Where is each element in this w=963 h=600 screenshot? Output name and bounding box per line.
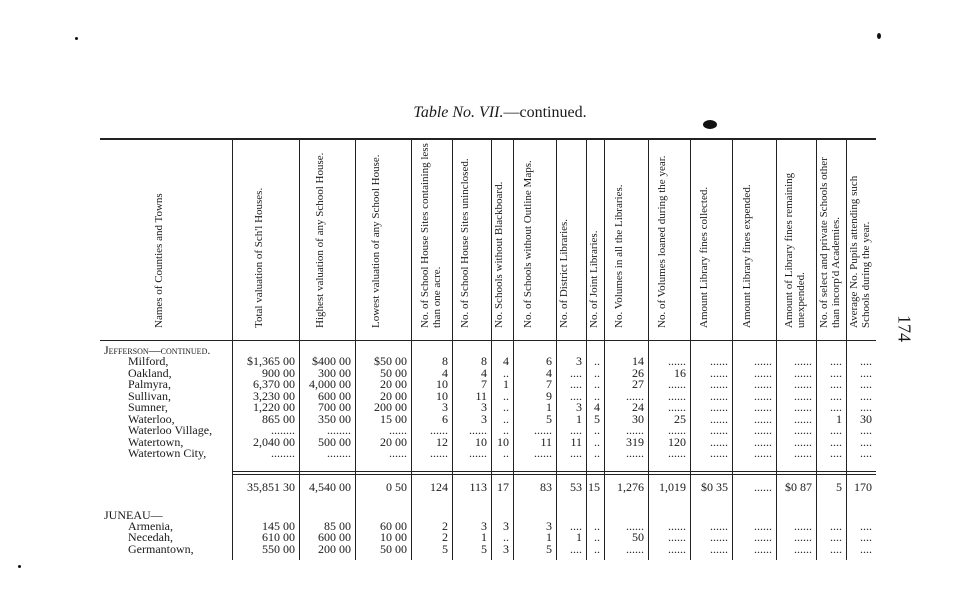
table-row-cell: 20 00 xyxy=(380,434,407,449)
column-header: No. of Schools without Outline Maps. xyxy=(521,160,534,328)
table-row-cell: ...... xyxy=(710,541,728,556)
table-row-cell: ...... xyxy=(430,446,448,460)
table-row-cell: .. xyxy=(594,377,600,391)
table-row-cell: .. xyxy=(594,434,600,449)
table-row-cell: .... xyxy=(830,541,842,556)
table-row-cell: ...... xyxy=(710,354,728,368)
column-header: No. Volumes in all the Libraries. xyxy=(613,184,625,328)
table-row-cell: 4 xyxy=(546,365,552,380)
town-name: Necedah, xyxy=(128,530,173,544)
table-row-cell: .. xyxy=(503,411,509,426)
table-row-cell: 14 xyxy=(632,354,644,368)
table-row-cell: 50 xyxy=(632,530,644,544)
table-row-cell: 11 xyxy=(540,434,552,449)
column-rule xyxy=(491,138,492,560)
table-row-cell: 4 xyxy=(481,365,487,380)
table-row-cell: 7 xyxy=(481,377,487,391)
table-row-cell: 10 xyxy=(436,377,448,391)
table-row-cell: 10 00 xyxy=(380,530,407,544)
table-row-cell: .. xyxy=(503,530,509,544)
table-row-cell: .. xyxy=(503,400,509,414)
town-name: Armenia, xyxy=(128,518,173,533)
table-row-cell: 1 xyxy=(576,530,582,544)
town-name: Watertown, xyxy=(128,434,184,449)
table-row-cell: 120 xyxy=(668,434,686,449)
table-row-cell: 50 00 xyxy=(380,541,407,556)
table-row-cell: 1 xyxy=(503,377,509,391)
town-name: Waterloo Village, xyxy=(128,423,213,437)
column-rule xyxy=(604,138,605,560)
table-row-cell: .... xyxy=(860,446,872,460)
table-row-cell: .... xyxy=(830,530,842,544)
table-row-cell: 3 xyxy=(546,518,552,533)
table-row-cell: 200 00 xyxy=(318,541,351,556)
table-row-cell: 3 xyxy=(442,400,448,414)
table-row-cell: 12 xyxy=(436,434,448,449)
table-row-cell: 1 xyxy=(836,411,842,426)
table-row-cell: 20 00 xyxy=(380,377,407,391)
column-header: No. Schools without Blackboard. xyxy=(493,181,505,328)
table-row-cell: 4 xyxy=(503,354,509,368)
table-row-cell: 3 xyxy=(576,354,582,368)
table-row-cell: 15 00 xyxy=(380,411,407,426)
table-row-cell: .... xyxy=(860,423,872,437)
table-row-cell: .... xyxy=(860,530,872,544)
table-row-cell: 4 xyxy=(594,400,600,414)
table-row-cell: 5 xyxy=(546,541,552,556)
table-row-cell: ...... xyxy=(754,354,772,368)
column-rule xyxy=(648,138,649,560)
column-header: No. of select and private Schools other than incorp'd Academies. xyxy=(818,157,842,328)
table-row-cell: 30 xyxy=(860,411,872,426)
page-number: 174 xyxy=(894,315,915,342)
table-row-cell: .. xyxy=(594,518,600,533)
column-rule xyxy=(299,138,300,560)
table-row-cell: 7 xyxy=(546,377,552,391)
table-row-cell: ...... xyxy=(794,423,812,437)
column-rule xyxy=(452,138,453,560)
town-name: Sullivan, xyxy=(128,388,172,403)
table-row-cell: 60 00 xyxy=(380,518,407,533)
total-row-cell: 1,276 xyxy=(617,479,644,494)
table-row-cell: ...... xyxy=(754,411,772,426)
table-title-prefix: Table No. VII. xyxy=(413,104,504,121)
table-row-cell: ...... xyxy=(754,446,772,460)
table-rule xyxy=(100,340,876,341)
table-row-cell: 4 xyxy=(442,365,448,380)
table-row-cell: 3 xyxy=(503,518,509,533)
table-row-cell: ...... xyxy=(794,365,812,380)
table-row-cell: .... xyxy=(570,541,582,556)
table-row-cell: ...... xyxy=(794,388,812,403)
column-header: Amount Library fines expended. xyxy=(741,184,753,328)
table-row-cell: 3 xyxy=(481,518,487,533)
table-row-cell: 11 xyxy=(570,434,582,449)
town-name: Watertown City, xyxy=(128,446,207,460)
table-row-cell: 1 xyxy=(546,400,552,414)
table-row-cell: 3 xyxy=(481,400,487,414)
table-row-cell: .. xyxy=(503,446,509,460)
table-row-cell: .... xyxy=(860,518,872,533)
column-header: Total valuation of Sch'l Houses. xyxy=(252,187,265,328)
table-row-cell: ...... xyxy=(794,434,812,449)
table-row-cell: ...... xyxy=(469,423,487,437)
total-row-cell: 124 xyxy=(430,479,448,494)
table-row-cell: ...... xyxy=(626,446,644,460)
table-row-cell: 8 xyxy=(442,354,448,368)
town-name: Waterloo, xyxy=(128,411,175,426)
total-row-cell: 4,540 00 xyxy=(309,479,351,494)
column-header: No. of District Libraries. xyxy=(558,218,570,328)
table-row-cell: 550 00 xyxy=(262,541,295,556)
total-row-cell: 5 xyxy=(836,479,842,494)
column-rule xyxy=(816,138,817,560)
column-header: Amount Library fines collected. xyxy=(698,186,710,328)
table-row-cell: .... xyxy=(860,388,872,403)
table-row-cell: ...... xyxy=(668,541,686,556)
table-row-cell: ........ xyxy=(271,423,295,437)
table-row-cell: .... xyxy=(570,365,582,380)
town-name: Oakland, xyxy=(128,365,172,380)
table-row-cell: ...... xyxy=(668,388,686,403)
table-row-cell: ...... xyxy=(710,530,728,544)
table-row-cell: 10 xyxy=(436,388,448,403)
table-row-cell: ...... xyxy=(794,541,812,556)
table-rule xyxy=(232,471,876,472)
column-rule xyxy=(513,138,514,560)
table-row-cell: .... xyxy=(830,518,842,533)
table-row-cell: ...... xyxy=(754,541,772,556)
county-label: Jefferson—continued. xyxy=(104,343,211,357)
table-row-cell: .... xyxy=(570,388,582,403)
table-row-cell: 3,230 00 xyxy=(253,388,295,403)
table-row-cell: 600 00 xyxy=(318,530,351,544)
table-row-cell: 3 xyxy=(503,541,509,556)
table-row-cell: ...... xyxy=(794,530,812,544)
table-row-cell: .... xyxy=(860,541,872,556)
table-row-cell: 200 00 xyxy=(374,400,407,414)
table-row-cell: .... xyxy=(570,518,582,533)
column-rule xyxy=(732,138,733,560)
table-row-cell: 145 00 xyxy=(262,518,295,533)
total-row-cell: 0 50 xyxy=(386,479,407,494)
table-row-cell: 16 xyxy=(674,365,686,380)
table-row-cell: .... xyxy=(860,365,872,380)
table-title xyxy=(300,104,700,122)
table-row-cell: ...... xyxy=(754,400,772,414)
table-row-cell: ...... xyxy=(754,434,772,449)
total-row-cell: $0 35 xyxy=(701,479,728,494)
column-header: No. of School House Sites containing less than one acre. xyxy=(418,143,443,328)
table-row-cell: .. xyxy=(594,446,600,460)
table-row-cell: 1 xyxy=(481,530,487,544)
table-row-cell: 26 xyxy=(632,365,644,380)
table-row-cell: ...... xyxy=(626,423,644,437)
table-row-cell: 3 xyxy=(576,400,582,414)
column-header: Amount of Library fines remaining unexpended. xyxy=(783,172,807,328)
table-row-cell: .... xyxy=(830,388,842,403)
table-row-cell: 2,040 00 xyxy=(253,434,295,449)
total-row-cell: 53 xyxy=(570,479,582,494)
table-row-cell: ...... xyxy=(754,518,772,533)
table-row-cell: ........ xyxy=(271,446,295,460)
table-row-cell: ...... xyxy=(754,423,772,437)
table-row-cell: 6,370 00 xyxy=(253,377,295,391)
town-name: Milford, xyxy=(128,354,169,368)
table-row-cell: .... xyxy=(830,377,842,391)
table-row-cell: 8 xyxy=(481,354,487,368)
total-row-cell: 83 xyxy=(540,479,552,494)
table-row-cell: ...... xyxy=(710,518,728,533)
table-row-cell: .. xyxy=(594,530,600,544)
table-row-cell: 319 xyxy=(626,434,644,449)
ink-speck xyxy=(877,33,881,39)
table-row-cell: ...... xyxy=(626,518,644,533)
table-row-cell: ...... xyxy=(668,446,686,460)
table-row-cell: ...... xyxy=(710,400,728,414)
table-row-cell: ........ xyxy=(327,446,351,460)
total-row-cell: 1,019 xyxy=(659,479,686,494)
total-row-cell: $0 87 xyxy=(785,479,812,494)
table-row-cell: 700 00 xyxy=(318,400,351,414)
table-row-cell: 20 00 xyxy=(380,388,407,403)
table-row-cell: ...... xyxy=(668,400,686,414)
table-row-cell: ...... xyxy=(469,446,487,460)
table-row-cell: .... xyxy=(570,377,582,391)
column-rule xyxy=(586,138,587,560)
table-row-cell: 85 00 xyxy=(324,518,351,533)
column-rule xyxy=(232,138,233,560)
table-row-cell: ...... xyxy=(710,434,728,449)
table-row-cell: ...... xyxy=(668,377,686,391)
table-row-cell: 1,220 00 xyxy=(253,400,295,414)
table-row-cell: .... xyxy=(570,423,582,437)
table-row-cell: 1 xyxy=(576,411,582,426)
table-row-cell: .... xyxy=(830,354,842,368)
table-row-cell: ...... xyxy=(710,411,728,426)
table-row-cell: 5 xyxy=(546,411,552,426)
table-row-cell: ...... xyxy=(710,377,728,391)
table-row-cell: 5 xyxy=(594,411,600,426)
table-row-cell: ...... xyxy=(754,388,772,403)
table-row-cell: ...... xyxy=(668,423,686,437)
column-header: Lowest valuation of any School House. xyxy=(370,154,382,328)
table-row-cell: ...... xyxy=(710,365,728,380)
table-row-cell: ...... xyxy=(710,423,728,437)
table-rule xyxy=(232,474,876,475)
table-row-cell: .... xyxy=(830,400,842,414)
column-rule xyxy=(690,138,691,560)
table-row-cell: ...... xyxy=(668,354,686,368)
total-row-cell: ...... xyxy=(754,479,772,494)
table-rule xyxy=(100,138,876,140)
table-row-cell: .. xyxy=(503,365,509,380)
table-row-cell: 610 00 xyxy=(262,530,295,544)
column-header: Names of Counties and Towns xyxy=(153,193,165,328)
ink-speck xyxy=(75,37,78,40)
table-row-cell: $400 00 xyxy=(312,354,351,368)
table-row-cell: 1 xyxy=(546,530,552,544)
column-rule xyxy=(411,138,412,560)
table-row-cell: .. xyxy=(594,388,600,403)
table-row-cell: ...... xyxy=(754,365,772,380)
table-row-cell: 6 xyxy=(546,354,552,368)
table-row-cell: ...... xyxy=(794,400,812,414)
table-row-cell: ...... xyxy=(430,423,448,437)
table-row-cell: .... xyxy=(830,365,842,380)
column-header: Highest valuation of any School House. xyxy=(314,152,326,328)
ink-blot xyxy=(703,120,717,129)
table-row-cell: .. xyxy=(503,423,509,437)
town-name: Sumner, xyxy=(128,400,168,414)
table-row-cell: .... xyxy=(860,434,872,449)
column-rule xyxy=(556,138,557,560)
table-row-cell: .... xyxy=(830,423,842,437)
table-row-cell: ...... xyxy=(534,423,552,437)
table-row-cell: ...... xyxy=(710,446,728,460)
table-row-cell: .... xyxy=(570,446,582,460)
table-row-cell: ...... xyxy=(794,446,812,460)
table-row-cell: 865 00 xyxy=(262,411,295,426)
table-row-cell: 10 xyxy=(475,434,487,449)
table-row-cell: 3 xyxy=(481,411,487,426)
table-row-cell: 24 xyxy=(632,400,644,414)
table-row-cell: .... xyxy=(860,400,872,414)
table-row-cell: .. xyxy=(594,365,600,380)
town-name: Palmyra, xyxy=(128,377,171,391)
column-rule xyxy=(355,138,356,560)
column-header: No. of School House Sites uninclosed. xyxy=(458,158,471,328)
town-name: Germantown, xyxy=(128,541,194,556)
table-row-cell: 4,000 00 xyxy=(309,377,351,391)
table-row-cell: 350 00 xyxy=(318,411,351,426)
table-row-cell: 6 xyxy=(442,411,448,426)
table-row-cell: .... xyxy=(830,434,842,449)
table-row-cell: ...... xyxy=(626,541,644,556)
table-row-cell: 900 00 xyxy=(262,365,295,380)
table-row-cell: 30 xyxy=(632,411,644,426)
table-row-cell: 9 xyxy=(546,388,552,403)
table-row-cell: ...... xyxy=(389,423,407,437)
table-row-cell: ........ xyxy=(327,423,351,437)
table-row-cell: 2 xyxy=(442,518,448,533)
county-label: JUNEAU— xyxy=(104,507,163,522)
table-row-cell: 600 00 xyxy=(318,388,351,403)
column-header: No. of Joint Libraries. xyxy=(588,230,600,328)
column-rule xyxy=(776,138,777,560)
table-row-cell: ...... xyxy=(668,518,686,533)
table-row-cell: ...... xyxy=(794,411,812,426)
total-row-cell: 113 xyxy=(469,479,487,494)
table-row-cell: ...... xyxy=(754,530,772,544)
table-row-cell: 500 00 xyxy=(318,434,351,449)
table-row-cell: .. xyxy=(594,423,600,437)
table-row-cell: 5 xyxy=(442,541,448,556)
table-row-cell: ...... xyxy=(389,446,407,460)
table-row-cell: ...... xyxy=(534,446,552,460)
table-row-cell: $1,365 00 xyxy=(247,354,295,368)
table-row-cell: 50 00 xyxy=(380,365,407,380)
table-row-cell: 11 xyxy=(475,388,487,403)
column-header: Average No. Pupils attending such Schools during the year. xyxy=(848,175,872,328)
table-row-cell: .. xyxy=(594,354,600,368)
table-row-cell: ...... xyxy=(710,388,728,403)
table-row-cell: ...... xyxy=(794,518,812,533)
table-row-cell: .... xyxy=(830,446,842,460)
table-row-cell: 27 xyxy=(632,377,644,391)
total-row-cell: 15 xyxy=(588,479,600,494)
column-header: No. of Volumes loaned during the year. xyxy=(656,155,668,328)
total-row-cell: 170 xyxy=(854,479,872,494)
table-row-cell: .... xyxy=(860,354,872,368)
table-title-suffix: —continued. xyxy=(503,104,587,121)
column-rule xyxy=(846,138,847,560)
table-row-cell: ...... xyxy=(668,530,686,544)
table-row-cell: .. xyxy=(503,388,509,403)
table-row-cell: 25 xyxy=(674,411,686,426)
table-row-cell: .. xyxy=(594,541,600,556)
table-row-cell: $50 00 xyxy=(374,354,407,368)
table-row-cell: 10 xyxy=(497,434,509,449)
table-row-cell: ...... xyxy=(794,377,812,391)
total-row-cell: 35,851 30 xyxy=(247,479,295,494)
table-row-cell: ...... xyxy=(754,377,772,391)
table-row-cell: .... xyxy=(860,377,872,391)
ink-speck xyxy=(18,565,21,568)
table-row-cell: 2 xyxy=(442,530,448,544)
table-row-cell: ...... xyxy=(794,354,812,368)
total-row-cell: 17 xyxy=(497,479,509,494)
table-row-cell: 5 xyxy=(481,541,487,556)
table-row-cell: ...... xyxy=(626,388,644,403)
table-row-cell: 300 00 xyxy=(318,365,351,380)
